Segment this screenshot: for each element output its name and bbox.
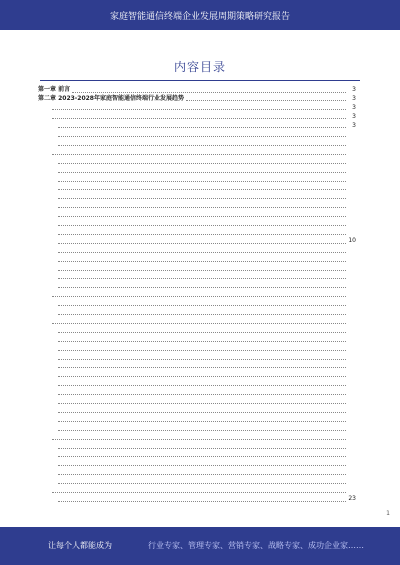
toc-leader-dots bbox=[58, 333, 346, 342]
toc-leader-dots bbox=[58, 493, 346, 502]
toc-heading: 内容目录 bbox=[173, 60, 226, 74]
toc-leader-dots bbox=[58, 270, 346, 279]
toc-entry-label: 第一章 前言 bbox=[38, 86, 71, 93]
toc-list bbox=[38, 86, 356, 506]
toc-leader-dots bbox=[58, 235, 346, 244]
toc-leader-dots bbox=[58, 226, 346, 235]
toc-entry-page: 3 bbox=[352, 86, 356, 93]
page-number: 1 bbox=[386, 510, 390, 517]
toc-leader-dots bbox=[58, 208, 346, 217]
toc-leader-dots bbox=[52, 484, 346, 493]
toc-leader-dots bbox=[58, 422, 346, 431]
toc-entry-label: 第二章 2023-2028年家庭智能通信终端行业发展趋势 bbox=[38, 94, 184, 102]
footer-slogan-right: 行业专家、管理专家、营销专家、战略专家、成功企业家…… bbox=[148, 541, 364, 550]
toc-leader-dots bbox=[58, 466, 346, 475]
toc-leader-dots bbox=[58, 306, 346, 315]
toc-leader-dots bbox=[58, 137, 346, 146]
toc-leader-dots bbox=[52, 146, 346, 155]
toc-leader-dots bbox=[58, 359, 346, 368]
toc-leader-dots bbox=[58, 324, 346, 333]
toc-leader-dots bbox=[58, 164, 346, 173]
toc-leader-dots bbox=[58, 404, 346, 413]
toc-leader-dots bbox=[58, 475, 346, 484]
toc-leader-dots bbox=[58, 190, 346, 199]
toc-leader-dots bbox=[58, 342, 346, 351]
toc-entry[interactable] bbox=[38, 495, 356, 503]
toc-entry-page: 3 bbox=[352, 94, 356, 102]
toc-leader-dots bbox=[58, 413, 346, 422]
toc-leader-dots bbox=[58, 395, 346, 404]
toc-leader-dots bbox=[58, 128, 346, 137]
toc-leader-dots bbox=[72, 84, 346, 93]
toc-entry-page: 3 bbox=[352, 112, 356, 120]
toc-entry-page: 3 bbox=[352, 103, 356, 111]
toc-leader-dots bbox=[58, 440, 346, 449]
toc-leader-dots bbox=[58, 297, 346, 306]
toc-leader-dots bbox=[52, 288, 346, 297]
toc-leader-dots bbox=[186, 92, 346, 101]
toc-leader-dots bbox=[58, 119, 346, 128]
toc-divider bbox=[40, 80, 360, 81]
toc-leader-dots bbox=[52, 431, 346, 440]
footer-slogan-left: 让每个人都能成为 bbox=[48, 541, 112, 550]
toc-leader-dots bbox=[52, 101, 346, 110]
toc-leader-dots bbox=[58, 173, 346, 182]
toc-leader-dots bbox=[58, 253, 346, 262]
toc-entry-page: 3 bbox=[352, 121, 356, 129]
toc-leader-dots bbox=[58, 386, 346, 395]
toc-leader-dots bbox=[52, 315, 346, 324]
toc-leader-dots bbox=[52, 110, 346, 119]
toc-leader-dots bbox=[58, 448, 346, 457]
toc-leader-dots bbox=[58, 351, 346, 360]
toc-entry-page: 23 bbox=[348, 495, 356, 503]
report-title: 家庭智能通信终端企业发展周期策略研究报告 bbox=[109, 12, 290, 22]
toc-leader-dots bbox=[58, 279, 346, 288]
toc-leader-dots bbox=[58, 199, 346, 208]
toc-leader-dots bbox=[58, 368, 346, 377]
toc-entry-page: 10 bbox=[348, 237, 356, 245]
toc-leader-dots bbox=[58, 155, 346, 164]
toc-leader-dots bbox=[58, 217, 346, 226]
toc-leader-dots bbox=[58, 262, 346, 271]
toc-leader-dots bbox=[58, 244, 346, 253]
toc-leader-dots bbox=[58, 181, 346, 190]
toc-leader-dots bbox=[58, 377, 346, 386]
toc-leader-dots bbox=[58, 457, 346, 466]
